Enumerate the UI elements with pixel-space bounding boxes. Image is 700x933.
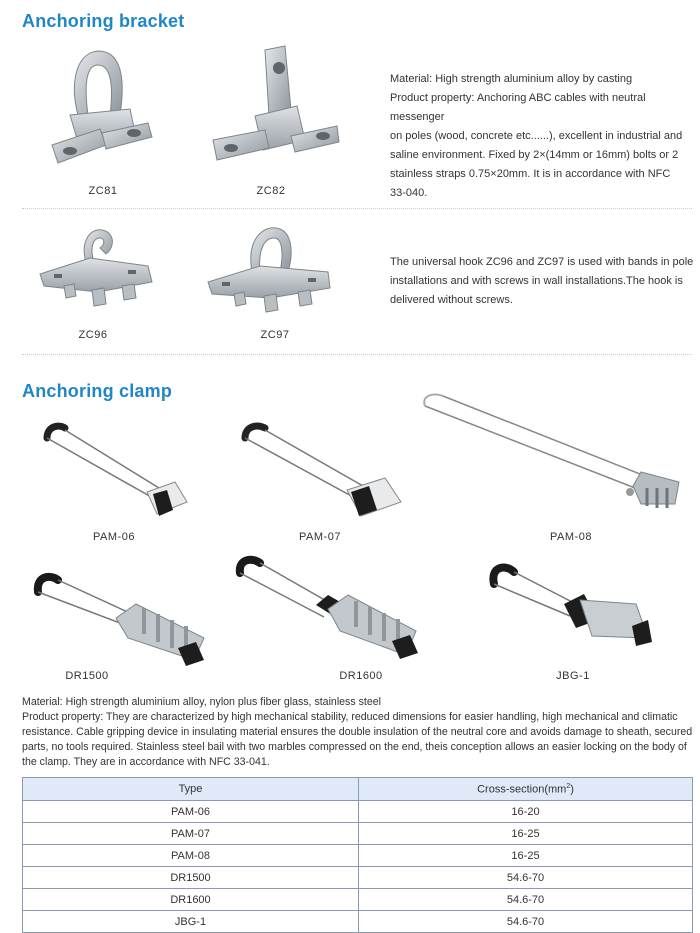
jbg-1-clamp-image [480,560,660,660]
table-row [23,889,693,911]
zc82-bracket-image [205,40,345,175]
table-row [23,867,693,889]
pam-06-label: PAM-06 [93,531,135,543]
anchoring-clamp-title: Anchoring clamp [22,381,173,401]
pam-08-clamp-image [415,388,695,523]
desc-line: saline environment. Fixed by 2×(14mm or 16mm) bolts or 2 [390,149,679,161]
clamp-property-text: Product property: They are characterized by high mechanical stability, reduced dimensions for easier handling, high mechanical and climatic resistance. Cable gripping device in insulating material ensures the double insulation of the neutral core and avoids damage to sheath, secured parts, no tools required. Stainless steel bail with two marbles compressed on the end, theis conception allows an easier locking on the body of the clamp. They are in accordance with NFC 33-041. [22,711,693,768]
type-cell: DR1500 [23,867,359,889]
cross-section-close: ) [570,783,574,796]
type-cell: PAM-06 [23,801,359,823]
cross-cell: 16-20 [359,801,693,823]
dr1500-clamp-image [28,568,218,668]
pam-07-clamp-image [235,420,410,525]
clamp-spec-table [22,777,693,933]
unit-superscript: 2 [566,782,571,790]
table-row [23,823,693,845]
type-cell: PAM-08 [23,845,359,867]
cross-cell: 54.6-70 [359,911,693,933]
zc96-label: ZC96 [78,329,108,341]
type-cell: DR1600 [23,889,359,911]
table-header-row [23,778,693,801]
zc82-label: ZC82 [256,185,286,197]
cross-cell: 16-25 [359,823,693,845]
cross-cell: 16-25 [359,845,693,867]
table-row [23,845,693,867]
cross-section-label: Cross-section(mm [477,783,567,796]
desc-line: The universal hook ZC96 and ZC97 is used with bands in pole [390,256,694,268]
jbg-1-label: JBG-1 [556,670,590,682]
divider [22,208,692,209]
cross-cell: 54.6-70 [359,889,693,911]
type-cell: PAM-07 [23,823,359,845]
col-type-header: Type [23,778,359,801]
desc-line: delivered without screws. [390,294,513,306]
desc-line: stainless straps 0.75×20mm. It is in accordance with NFC [390,168,671,180]
desc-line: 33-040. [390,187,428,199]
table-row [23,911,693,933]
bracket-description-2 [390,253,695,310]
desc-line: on poles (wood, concrete etc......), excellent in industrial and [390,130,683,142]
desc-line: Product property: Anchoring ABC cables with neutral messenger [390,92,646,123]
pam-07-label: PAM-07 [299,531,341,543]
pam-06-clamp-image [35,420,195,525]
col-cross-section-header [359,778,693,801]
zc96-hook-image [30,222,160,317]
desc-line: Material: High strength aluminium alloy by casting [390,73,633,85]
clamp-material-text: Material: High strength aluminium alloy, nylon plus fiber glass, stainless steel [22,696,381,708]
zc97-hook-image [200,222,340,317]
bracket-description-1 [390,70,695,203]
dr1600-clamp-image [232,555,432,670]
zc97-label: ZC97 [260,329,290,341]
dr1600-label: DR1600 [339,670,383,682]
zc81-bracket-image [40,45,160,170]
dr1500-label: DR1500 [65,670,109,682]
anchoring-bracket-title: Anchoring bracket [22,11,185,31]
type-cell: JBG-1 [23,911,359,933]
cross-cell: 54.6-70 [359,867,693,889]
divider [22,354,692,355]
desc-line: installations and with screws in wall installations.The hook is [390,275,683,287]
table-row [23,801,693,823]
pam-08-label: PAM-08 [550,531,592,543]
zc81-label: ZC81 [88,185,118,197]
